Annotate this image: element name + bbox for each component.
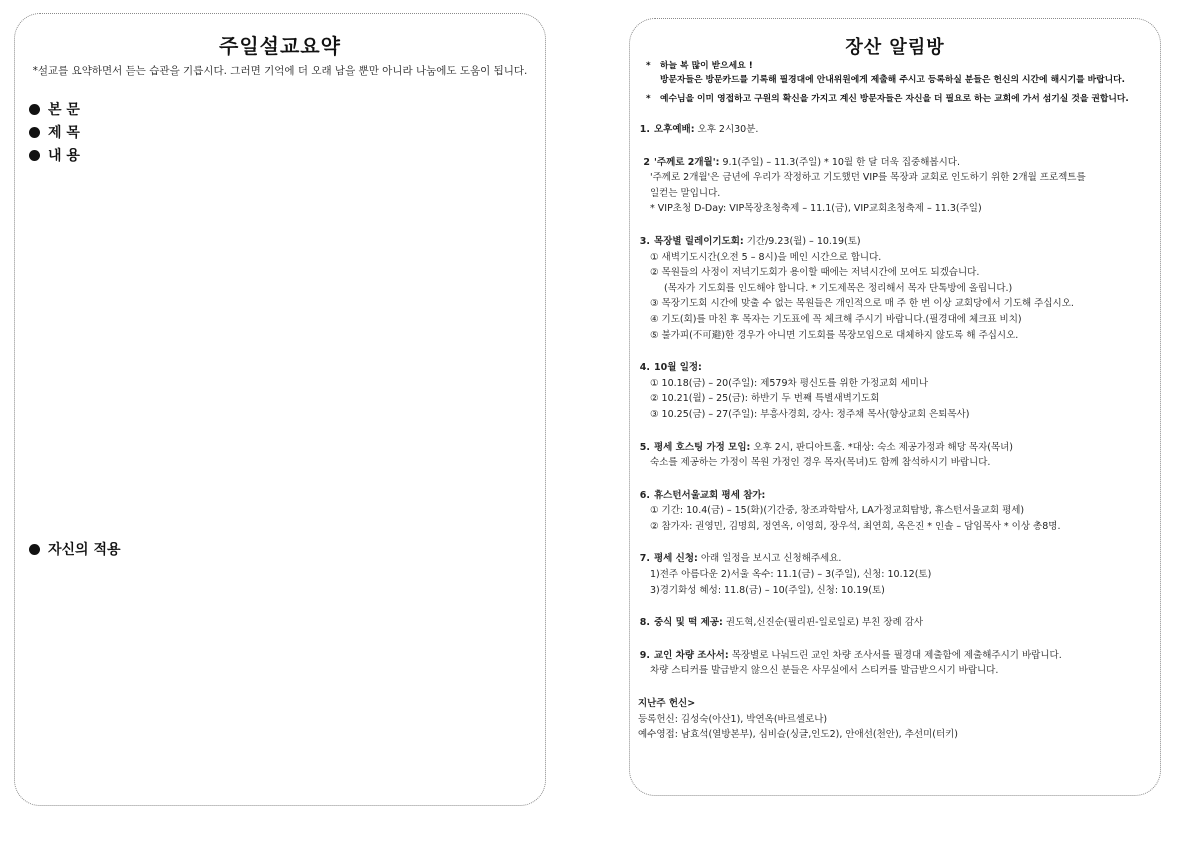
item-title: 10월 일정: <box>654 362 702 374</box>
sermon-summary-note: *설교를 요약하면서 듣는 습관을 기릅시다. 그러면 기억에 더 오래 남을 뿐만 아니라 나눔에도 도움이 됩니다. <box>32 65 528 77</box>
item-number: 4. <box>639 362 650 374</box>
item-title: 평세 신청: <box>654 553 698 565</box>
welcome-notices <box>646 60 1152 107</box>
bullet-dot-icon <box>29 150 40 161</box>
announcement-item <box>638 551 1154 598</box>
item-line: 일컫는 말입니다. <box>650 187 721 199</box>
notice-text: 하늘 복 많이 받으세요 ! <box>660 61 753 71</box>
announcement-item <box>638 155 1154 217</box>
item-title: 중식 및 떡 제공: <box>654 617 723 629</box>
item-number: 8. <box>639 617 650 629</box>
item-line: ③ 목장기도회 시간에 맞출 수 없는 목원들은 개인적으로 매 주 한 번 이상 교회당에서 기도해 주십시오. <box>650 298 1074 310</box>
bullet-application <box>29 539 121 559</box>
bullet-label: 내 용 <box>48 148 80 164</box>
announcement-item <box>638 122 1154 138</box>
item-number: 9. <box>639 649 650 661</box>
notice-board-title: 장산 알림방 <box>845 37 945 58</box>
visitor-notice <box>646 93 1152 107</box>
welcome-notice <box>646 60 1152 87</box>
bullet-label: 본 문 <box>48 102 80 118</box>
item-line: (목자가 기도회를 인도해야 합니다. * 기도제목은 정리해서 목자 단톡방에 올립니다.) <box>664 282 1013 294</box>
item-number: 7. <box>639 553 650 565</box>
item-line: ① 10.18(금) – 20(주일): 제579차 평신도를 위한 가정교회 세미나 <box>650 377 929 389</box>
bullet-dot-icon <box>29 127 40 138</box>
item-line: ② 10.21(월) – 25(금): 하반기 두 번째 특별새벽기도회 <box>650 393 880 405</box>
item-number: 3. <box>639 235 650 247</box>
bullet-dot-icon <box>29 544 40 555</box>
announcement-item <box>638 440 1154 471</box>
item-line: ② 참가자: 권영민, 김명희, 정연옥, 이영희, 장우석, 최연희, 옥은진 * 인솔 – 담임목사 * 이상 총8명. <box>650 520 1061 532</box>
last-week-donations <box>638 696 1154 743</box>
bullet-dot-icon <box>29 104 40 115</box>
announcement-item <box>638 615 1154 631</box>
donation-line: 등록헌신: 김성숙(아산1), 박연옥(바르셀로나) <box>638 713 828 725</box>
announcement-item <box>638 488 1154 535</box>
donation-line: 예수영접: 남효석(열방본부), 심비슬(싱글,인도2), 안애선(천안), 추선미(터키) <box>638 729 959 741</box>
item-text: 기간/9.23(월) – 10.19(토) <box>746 235 861 247</box>
item-line: 차량 스티커를 발급받지 않으신 분들은 사무실에서 스티커를 발급받으시기 바랍니다. <box>650 665 999 677</box>
item-line: '주께로 2개월'은 금년에 우리가 작정하고 기도했던 VIP를 목장과 교회로 인도하기 위한 2개월 프로젝트를 <box>650 172 1086 184</box>
item-number: 2 <box>643 156 650 168</box>
bullet-label: 자신의 적용 <box>48 542 121 558</box>
bullet-label: 제 목 <box>48 125 80 141</box>
announcement-item <box>638 648 1154 679</box>
item-title: 휴스턴서울교회 평세 참가: <box>654 489 766 501</box>
item-line: ④ 기도(회)를 마친 후 목자는 기도표에 꼭 체크해 주시기 바랍니다.(필경대에 체크표 비치) <box>650 313 1022 325</box>
item-number: 1. <box>639 124 650 135</box>
sermon-summary-title: 주일설교요약 <box>219 34 341 58</box>
item-line: 숙소를 제공하는 가정이 목원 가정인 경우 목자(목녀)도 함께 참석하시기 바랍니다. <box>650 457 991 469</box>
church-notice-panel <box>629 18 1161 796</box>
item-number: 5. <box>639 441 650 453</box>
item-title: 평세 호스팅 가정 모임: <box>654 441 751 453</box>
announcement-list <box>638 122 1154 743</box>
item-line: ① 기간: 10.4(금) – 15(화)(기간중, 창조과학탐사, LA가정교회탐방, 휴스턴서울교회 평세) <box>650 505 1025 517</box>
item-text: 오후 2시, 판디아트홀. *대상: 숙소 제공가정과 해당 목자(목녀) <box>753 441 1014 453</box>
item-line: ① 새벽기도시간(오전 5 – 8시)을 메인 시간으로 합니다. <box>650 251 882 263</box>
bullet-title <box>29 122 80 142</box>
bullet-content <box>29 145 80 165</box>
asterisk-icon: * <box>646 61 651 71</box>
bullet-scripture <box>29 99 80 119</box>
item-number: 6. <box>639 489 650 501</box>
sermon-summary-panel <box>14 13 546 806</box>
announcement-item <box>638 234 1154 343</box>
notice-text: 방문자들은 방문카드를 기록해 필경대에 안내위원에게 제출해 주시고 등록하실 분들은 헌신의 시간에 해시기를 바랍니다. <box>660 74 1125 85</box>
item-text: 목장별로 나눠드린 교인 차량 조사서를 필경대 제출함에 제출해주시기 바랍니다. <box>731 649 1062 661</box>
item-text: 권도혁,신진순(필리핀-일로일로) 부친 장례 감사 <box>725 617 924 629</box>
item-text: 9.1(주일) – 11.3(주일) * 10월 한 달 더욱 집중해봅시다. <box>722 156 960 168</box>
asterisk-icon: * <box>646 94 651 104</box>
announcement-item <box>638 360 1154 422</box>
item-line: * VIP초청 D-Day: VIP목장초청축제 – 11.1(금), VIP교회초청축제 – 11.3(주일) <box>650 203 982 215</box>
item-line: ⑤ 불가피(不可避)한 경우가 아니면 기도회를 목장모임으로 대체하지 않도록 해 주십시오. <box>650 329 1019 341</box>
item-title: '주께로 2개월': <box>654 156 720 168</box>
item-title: 목장별 릴레이기도회: <box>654 235 744 247</box>
item-title: 오후예배: <box>654 124 695 135</box>
item-text: 오후 2시30분. <box>697 124 759 135</box>
item-text: 아래 일정을 보시고 신청해주세요. <box>700 553 842 565</box>
item-line: ③ 10.25(금) – 27(주일): 부흥사경회, 강사: 정주채 목사(향상교회 은퇴목사) <box>650 408 970 420</box>
item-line: ② 목원들의 사정이 저녁기도회가 용이할 때에는 저녁시간에 모여도 되겠습니다. <box>650 267 980 279</box>
item-line: 3)경기화성 혜성: 11.8(금) – 10(주일), 신청: 10.19(토) <box>650 584 885 596</box>
donations-title: 지난주 헌신> <box>638 698 696 710</box>
item-line: 1)전주 아름다운 2)서울 옥수: 11.1(금) – 3(주일), 신청: 10.12(토) <box>650 569 932 581</box>
item-title: 교인 차량 조사서: <box>654 649 729 661</box>
notice-text: 예수님을 이미 영접하고 구원의 확신을 가지고 계신 방문자들은 자신을 더 필요로 하는 교회에 가서 섬기실 것을 권합니다. <box>660 94 1129 104</box>
